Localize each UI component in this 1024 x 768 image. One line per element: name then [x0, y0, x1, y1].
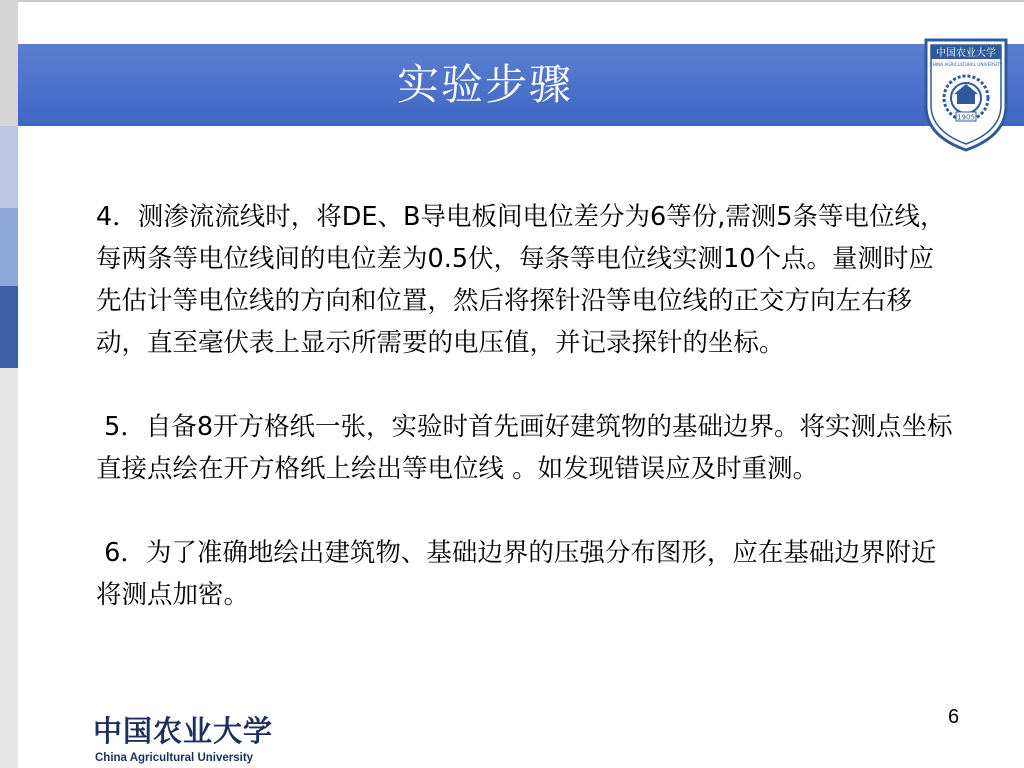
slide-body: [96, 196, 956, 616]
paragraph-step-5: 5．自备8开方格纸一张，实验时首先画好建筑物的基础边界。将实测点坐标直接点绘在开方格纸上绘出等电位线 。如发现错误应及时重测。: [96, 412, 953, 484]
top-border-line: [0, 0, 1024, 2]
paragraph-step-6: 6．为了准确地绘出建筑物、基础边界的压强分布图形，应在基础边界附近将测点加密。: [96, 538, 937, 610]
university-logo-calligraphy: [93, 712, 273, 748]
page-number: 6: [948, 706, 960, 728]
left-decorative-strip: [0, 0, 18, 768]
paragraph-step-4: 4．测渗流流线时，将DE、B导电板间电位差分为6等份,需测5条等电位线，每两条等电位线间的电位差为0.5伏，每条等电位线实测10个点。量测时应先估计等电位线的方向和位置，然后将探针沿等电位线的正交方向左右移动，直至毫伏表上显示所需要的电压值，并记录探针的坐标。: [96, 202, 946, 358]
emblem-title: 中国农业大学: [936, 48, 996, 59]
strip-segment: [0, 126, 18, 208]
emblem-subtitle: CHINA AGRICULTURAL UNIVERSITY: [929, 62, 1003, 67]
strip-segment: [0, 286, 18, 368]
university-emblem: [918, 36, 1014, 154]
strip-segment: [0, 0, 18, 126]
strip-segment: [0, 368, 18, 768]
emblem-year: 1905: [957, 113, 975, 122]
strip-segment: [0, 208, 18, 286]
university-name-cn: 中国农业大学: [93, 714, 273, 748]
university-name-en: China Agricultural University: [95, 752, 254, 764]
slide-title: 实验步骤: [396, 60, 573, 109]
